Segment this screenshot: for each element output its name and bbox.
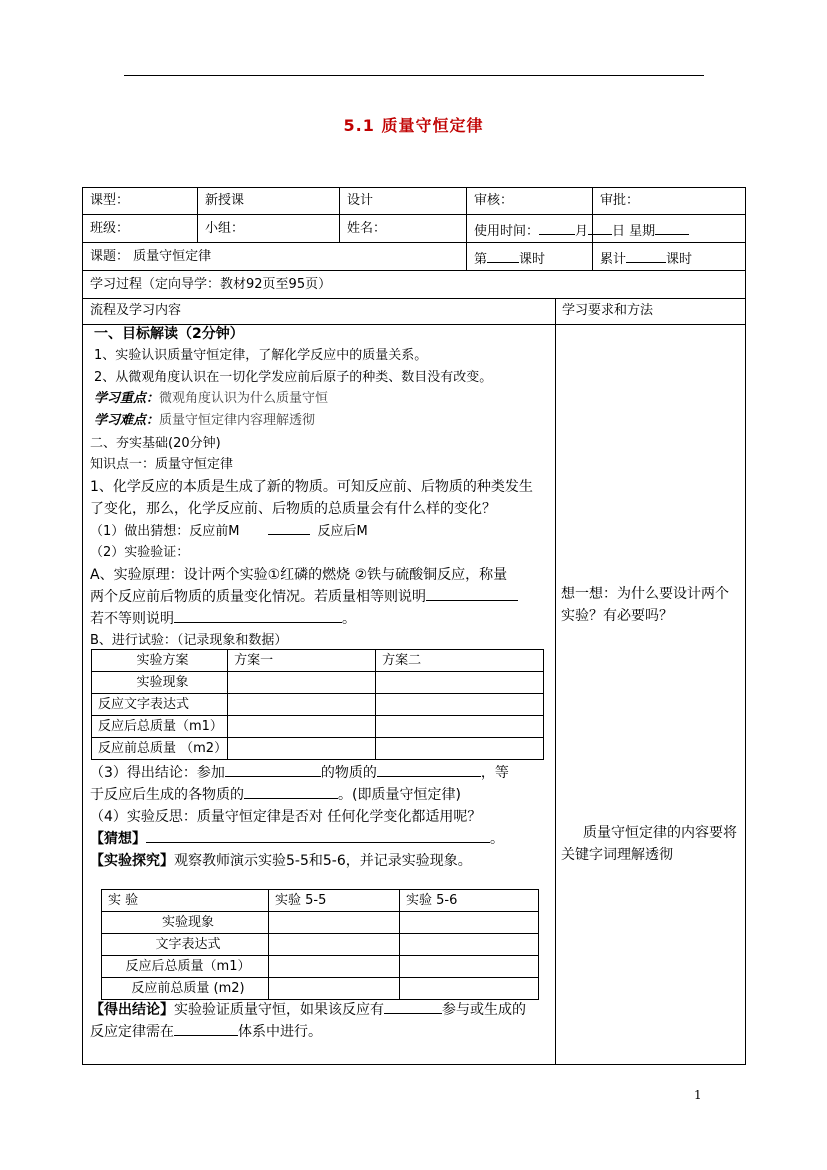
- conclusion-line-1: （3）得出结论：参加 的物质的 ，等: [90, 762, 509, 784]
- final-conclusion-1: 【得出结论】实验验证质量守恒，如果该反应有 参与或生成的: [90, 999, 526, 1021]
- goal-2: 2、从微观角度认识在一切化学发应前后原子的种类、数目没有改变。: [94, 370, 493, 385]
- name-label: 姓名：: [347, 221, 387, 236]
- sidebar-note-2: 质量守恒定律的内容要将关键字词理解透彻: [561, 825, 737, 863]
- review-label: 审核：: [474, 193, 514, 208]
- goal-1: 1、实验认识质量守恒定律，了解化学反应中的质量关系。: [94, 348, 428, 363]
- difficulty: 学习难点：质量守恒定律内容理解透彻: [94, 413, 316, 428]
- basics-heading: 二、夯实基础(20分钟): [90, 436, 221, 451]
- learning-process: 学习过程（定向导学：教材92页至95页）: [90, 277, 332, 292]
- design-label: 设计: [347, 193, 374, 208]
- experiment-table-1: 实验方案 方案一 方案二 实验现象 反应文字表达式 反应后总质量（m1） 反应前总质量 （m2）: [91, 649, 544, 760]
- principle-b: 两个反应前后物质的质量变化情况。若质量相等则说明: [90, 586, 518, 608]
- explore-section: 【实验探究】观察教师演示实验5-5和5-6，并记录实验现象。: [90, 853, 472, 869]
- question-1a: 1、化学反应的本质是生成了新的物质。可知反应前、后物质的种类发生: [90, 479, 533, 495]
- class-label: 班级：: [90, 221, 130, 236]
- method-column-heading: 学习要求和方法: [562, 303, 654, 318]
- principle-c: 若不等则说明 。: [90, 608, 356, 630]
- cumulative-lessons: 累计 课时: [600, 248, 692, 269]
- verify-heading: （2）实验验证：: [90, 545, 190, 560]
- topic-label: 课题： 质量守恒定律: [90, 249, 212, 264]
- header-rule: [124, 75, 704, 76]
- sidebar-note-1: 想一想：为什么要设计两个实验？有必要吗？: [561, 586, 729, 624]
- experiment-table-2: 实 验 实验 5-5 实验 5-6 实验现象 文字表达式 反应后总质量（m1） 反应前总质量 (m2): [101, 889, 539, 1000]
- reflection: （4）实验反思：质量守恒定律是否对 任何化学变化都适用呢？: [90, 809, 482, 825]
- course-type-value: 新授课: [205, 193, 245, 208]
- focus: 学习重点：微观角度认识为什么质量守恒: [94, 391, 329, 406]
- approve-label: 审批：: [600, 193, 640, 208]
- trial-heading: B、进行试验：（记录现象和数据）: [90, 633, 288, 648]
- lesson-number: 第 课时: [474, 248, 545, 269]
- final-conclusion-2: 反应定律需在 体系中进行。: [90, 1021, 322, 1043]
- conclusion-line-2: 于反应后生成的各物质的 。(即质量守恒定律): [90, 784, 461, 806]
- guess-line: （1）做出猜想：反应前M 反应后M: [90, 520, 368, 543]
- group-label: 小组：: [205, 221, 245, 236]
- page-title: 5.1 质量守恒定律: [343, 116, 484, 135]
- goal-title: 一、目标解读（2分钟）: [94, 326, 244, 342]
- knowledge-point-1: 知识点一：质量守恒定律: [90, 457, 234, 472]
- guess-section: 【猜想】 。: [90, 828, 504, 850]
- course-type-label: 课型：: [90, 193, 130, 208]
- content-column-heading: 流程及学习内容: [90, 303, 182, 318]
- principle-a: A、实验原理：设计两个实验①红磷的燃烧 ②铁与硫酸铜反应，称量: [90, 567, 508, 583]
- page-number: 1: [694, 1088, 702, 1102]
- question-1b: 了变化，那么，化学反应前、后物质的总质量会有什么样的变化？: [90, 501, 496, 517]
- usage-time: 使用时间： 月 日 星期: [474, 220, 689, 241]
